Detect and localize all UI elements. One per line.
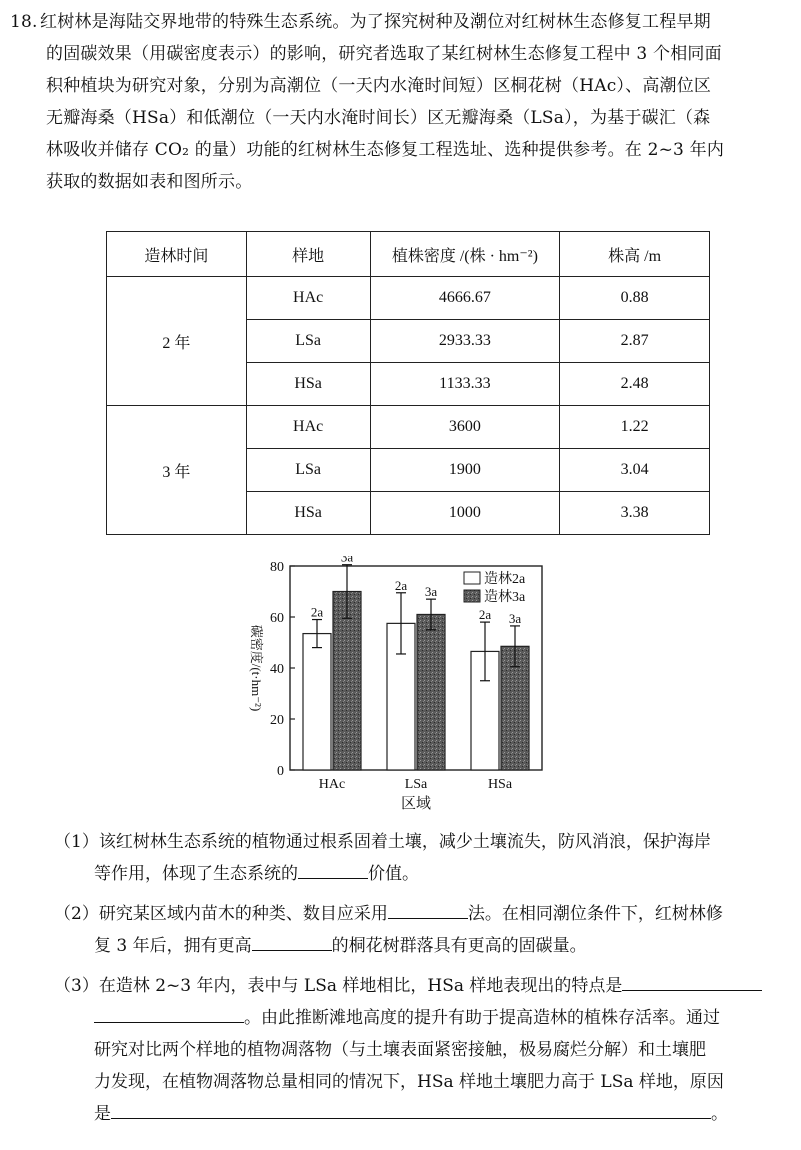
y-tick-label: 20 [270,713,284,728]
legend-label: 造林2a [484,572,526,587]
y-tick-label: 80 [270,560,284,575]
subquestion-text: 等作用，体现了生态系统的 [94,864,298,884]
legend-swatch [464,572,480,584]
time-cell: 2 年 [107,277,247,406]
y-tick-label: 40 [270,662,284,677]
legend-swatch [464,590,480,602]
density-cell: 3600 [370,406,560,449]
subquestion-1 [54,826,794,890]
stem-line: 林吸收并储存 CO₂ 的量）功能的红树林生态修复工程选址、选种提供参考。在 2~3 年内 [46,140,725,160]
answer-blank[interactable] [94,1004,244,1023]
site-cell: HAc [246,406,370,449]
site-cell: LSa [246,449,370,492]
site-cell: HSa [246,492,370,535]
density-cell: 1000 [370,492,560,535]
table-row [107,406,710,449]
height-cell: 0.88 [560,277,710,320]
site-cell: HSa [246,363,370,406]
site-cell: HAc [246,277,370,320]
subquestion-3 [54,970,794,1130]
header-site: 样地 [246,232,370,277]
time-cell: 3 年 [107,406,247,535]
header-height: 株高 /m [560,232,710,277]
data-label: 3a [508,610,522,626]
subquestion-line: 研究对比两个样地的植物凋落物（与土壤表面紧密接触，极易腐烂分解）和土壤肥 [94,1040,706,1060]
subquestion-text: 复 3 年后，拥有更高 [94,936,252,956]
subquestion-text: （2）研究某区域内苗木的种类、数目应采用 [54,904,388,924]
carbon-density-chart [232,556,562,816]
answer-blank[interactable] [111,1100,711,1119]
y-axis-label: 碳密度/(t·hm⁻²) [249,624,264,712]
bar [417,614,445,770]
answer-blank[interactable] [252,932,332,951]
answer-blank[interactable] [298,860,368,879]
subquestion-text: 是 [94,1104,111,1124]
x-tick-label: HAc [318,777,346,792]
legend-label: 造林3a [484,590,526,605]
header-time: 造林时间 [107,232,247,277]
stem-line: 无瓣海桑（HSa）和低潮位（一天内水淹时间长）区无瓣海桑（LSa），为基于碳汇（森 [46,108,711,128]
answer-blank[interactable] [388,900,468,919]
site-cell: LSa [246,320,370,363]
question-number: 18. [10,12,38,32]
subquestion-text: 。 [711,1104,728,1124]
density-cell: 1133.33 [370,363,560,406]
height-cell: 3.38 [560,492,710,535]
data-label: 2a [310,604,324,620]
subquestion-text: 。由此推断滩地高度的提升有助于提高造林的植株存活率。通过 [244,1008,720,1028]
x-tick-label: HSa [487,777,513,792]
height-cell: 2.48 [560,363,710,406]
chart-svg [232,556,562,816]
stem-line: 获取的数据如表和图所示。 [46,172,253,192]
height-cell: 1.22 [560,406,710,449]
height-cell: 2.87 [560,320,710,363]
data-label: 3a [340,556,354,565]
bar [303,634,331,770]
height-cell: 3.04 [560,449,710,492]
density-cell: 2933.33 [370,320,560,363]
density-cell: 1900 [370,449,560,492]
subquestion-text: 价值。 [368,864,419,884]
table-row [107,277,710,320]
subquestion-text: 的桐花树群落具有更高的固碳量。 [331,936,587,956]
table-header-row [107,232,710,277]
data-label: 3a [424,584,438,600]
stem-line: 积种植块为研究对象，分别为高潮位（一天内水淹时间短）区桐花树（HAc）、高潮位区 [46,76,712,96]
question-stem [10,6,790,198]
y-tick-label: 0 [277,764,284,779]
header-density: 植株密度 /(株 · hm⁻²) [370,232,560,277]
x-tick-label: LSa [404,777,428,792]
subquestion-line: 力发现，在植物凋落物总量相同的情况下，HSa 样地土壤肥力高于 LSa 样地，原因 [94,1072,724,1092]
subquestion-line: （1）该红树林生态系统的植物通过根系固着土壤，减少土壤流失，防风消浪，保护海岸 [54,832,711,852]
stem-line: 的固碳效果（用碳密度表示）的影响，研究者选取了某红树林生态修复工程中 3 个相同面 [46,44,722,64]
answer-blank[interactable] [622,972,762,991]
data-label: 2a [394,577,408,593]
subquestion-2 [54,898,794,962]
subquestion-text: 法。在相同潮位条件下，红树林修 [467,904,723,924]
subquestion-text: （3）在造林 2~3 年内，表中与 LSa 样地相比，HSa 样地表现出的特点是 [54,976,623,996]
data-label: 2a [478,607,492,623]
stem-line: 红树林是海陆交界地带的特殊生态系统。为了探究树种及潮位对红树林生态修复工程早期 [40,12,711,32]
density-cell: 4666.67 [370,277,560,320]
data-table [106,231,710,535]
y-tick-label: 60 [270,611,284,626]
x-axis-label: 区域 [400,796,432,812]
